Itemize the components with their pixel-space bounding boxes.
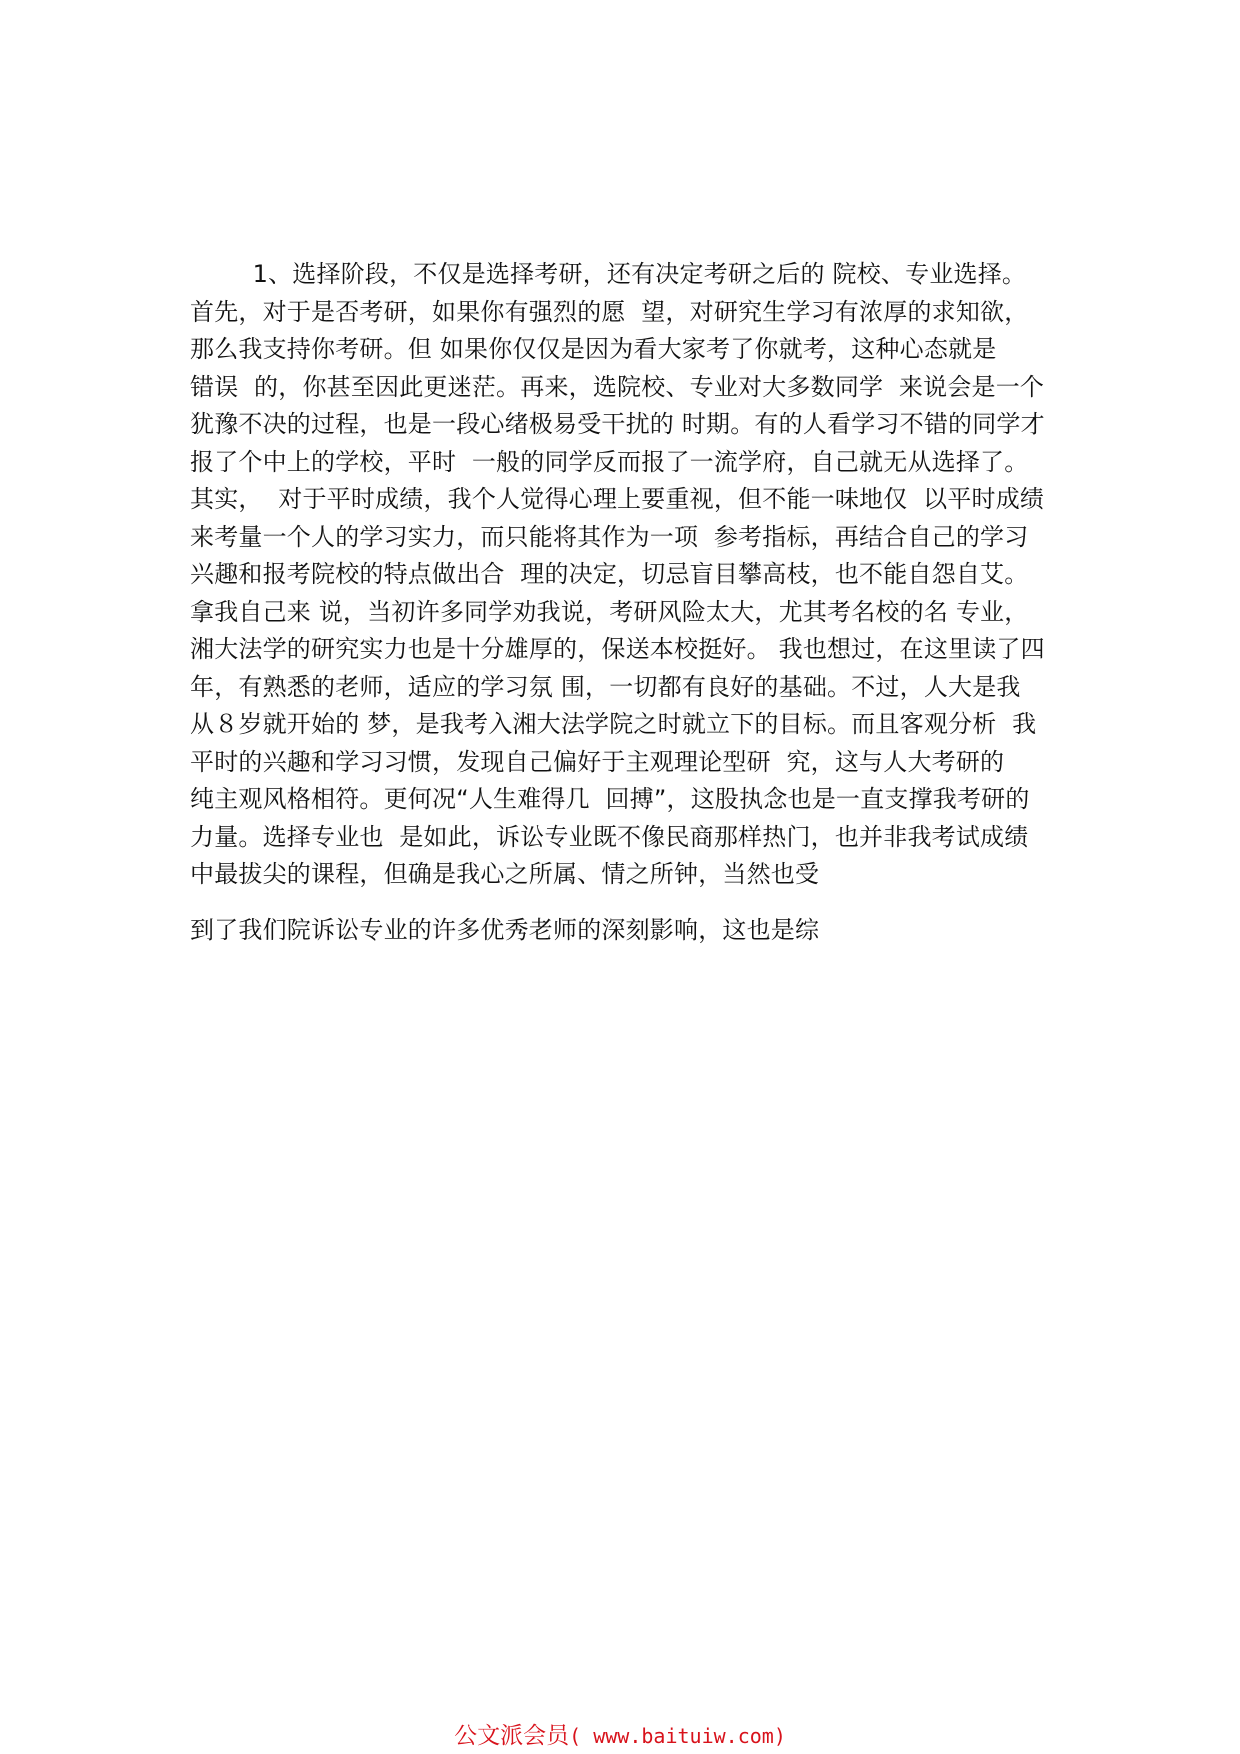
text-line: 报了个中上的学校，平时 一般的同学反而报了一流学府，自己就无从选择了。 bbox=[190, 447, 1029, 476]
text-line: 中最拔尖的课程，但确是我心之所属、情之所钟，当然也受 bbox=[190, 860, 820, 888]
text-line: 那么我支持你考研。但 如果你仅仅是因为看大家考了你就考，这种心态就是 bbox=[190, 335, 997, 363]
text-line: 1、选择阶段，不仅是选择考研，还有决定考研之后的 院校、专业选择。 bbox=[190, 260, 1027, 288]
text-line: 来考量一个人的学习实力，而只能将其作为一项 参考指标，再结合自己的学习 bbox=[190, 522, 1029, 551]
text-line: 从８岁就开始的 梦，是我考入湘大法学院之时就立下的目标。而且客观分析 我 bbox=[190, 710, 1037, 738]
text-line: 年，有熟悉的老师，适应的学习氛 围，一切都有良好的基础。不过，人大是我 bbox=[190, 672, 1021, 701]
text-line: 力量。选择专业也 是如此，诉讼专业既不像民商那样热门，也并非我考试成绩 bbox=[190, 822, 1029, 851]
footer-brand: 公文派会员 bbox=[454, 1723, 570, 1749]
continuation-line: 到了我们院诉讼专业的许多优秀老师的深刻影响，这也是综 bbox=[190, 915, 820, 944]
text-line: 纯主观风格相符。更何况“人生难得几 回搏”，这股执念也是一直支撑我考研的 bbox=[190, 785, 1030, 813]
text-line: 平时的兴趣和学习习惯，发现自己偏好于主观理论型研 究，这与人大考研的 bbox=[190, 747, 1005, 776]
text-line: 错误 的，你甚至因此更迷茫。再来，选院校、专业对大多数同学 来说会是一个 bbox=[190, 372, 1045, 401]
text-line: 首先，对于是否考研，如果你有强烈的愿 望，对研究生学习有浓厚的求知欲， bbox=[190, 297, 1029, 326]
text-line: 湘大法学的研究实力也是十分雄厚的，保送本校挺好。 我也想过，在这里读了四 bbox=[190, 635, 1045, 663]
text-line: 兴趣和报考院校的特点做出合 理的决定，切忌盲目攀高枝，也不能自怨自艾。 bbox=[190, 560, 1029, 588]
text-line: 其实， 对于平时成绩，我个人觉得心理上要重视，但不能一味地仅 以平时成绩 bbox=[190, 485, 1045, 513]
body-paragraph bbox=[190, 256, 1090, 949]
text-line: 拿我自己来 说，当初许多同学劝我说，考研风险太大，尤其考名校的名 专业， bbox=[190, 597, 1029, 626]
footer-watermark bbox=[0, 1722, 1240, 1750]
text-line: 犹豫不决的过程，也是一段心绪极易受干扰的 时期。有的人看学习不错的同学才 bbox=[190, 410, 1045, 438]
footer-url: ( www.baituiw.com) bbox=[569, 1724, 786, 1748]
